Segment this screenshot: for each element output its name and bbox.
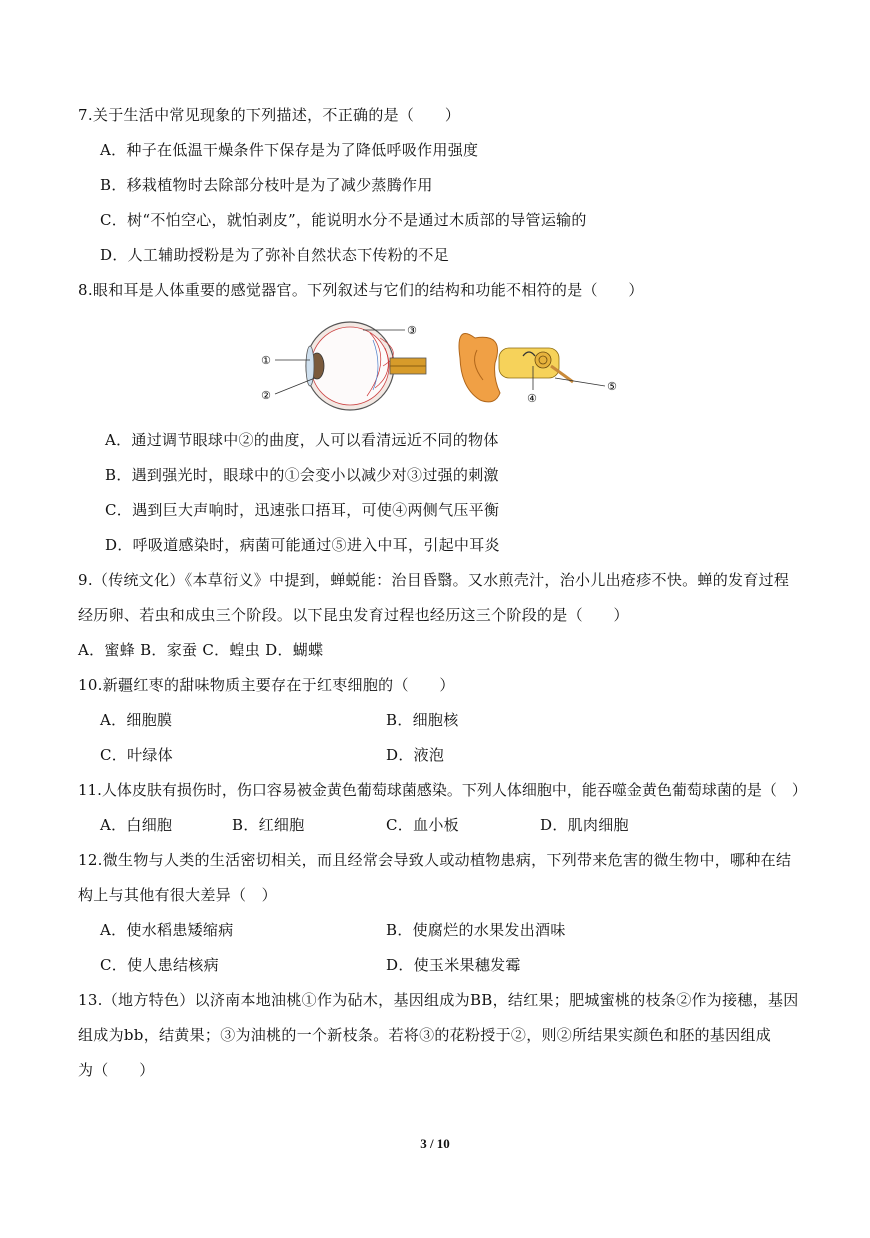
q8-option-b: B．遇到强光时，眼球中的①会变小以减少对③过强的刺激 [105,466,499,484]
q10-option-b: B．细胞核 [386,711,459,729]
q11-option-a: A．白细胞 [100,816,173,834]
q7-stem: 7.关于生活中常见现象的下列描述，不正确的是（ ） [78,106,461,124]
eye-diagram [261,322,426,410]
q13-stem-line2: 组成为bb，结黄果；③为油桃的一个新枝条。若将③的花粉授于②，则②所结果实颜色和胚的基因组成 [78,1026,772,1044]
q11-option-b: B．红细胞 [232,816,305,834]
q9-options: A．蜜蜂 B．家蚕 C．蝗虫 D．蝴蝶 [78,641,324,659]
label-5: ⑤ [607,380,617,393]
eye-ear-diagram [255,318,630,418]
ear-diagram [459,334,617,406]
q11-option-c: C．血小板 [386,816,459,834]
q13-stem-line3: 为（ ） [78,1061,155,1079]
label-4: ④ [527,392,537,405]
q7-option-b: B．移栽植物时去除部分枝叶是为了减少蒸腾作用 [100,176,433,194]
q10-option-d: D．液泡 [386,746,445,764]
label-3: ③ [407,324,417,337]
q12-option-a: A．使水稻患矮缩病 [100,921,234,939]
q8-option-a: A．通过调节眼球中②的曲度，人可以看清远近不同的物体 [105,431,499,449]
q12-option-b: B．使腐烂的水果发出酒味 [386,921,566,939]
q8-option-d: D．呼吸道感染时，病菌可能通过⑤进入中耳，引起中耳炎 [105,536,500,554]
q12-option-c: C．使人患结核病 [100,956,219,974]
label-2: ② [261,389,271,402]
q12-option-d: D．使玉米果穗发霉 [386,956,521,974]
q10-stem: 10.新疆红枣的甜味物质主要存在于红枣细胞的（ ） [78,676,455,694]
q9-stem-line2: 经历卵、若虫和成虫三个阶段。以下昆虫发育过程也经历这三个阶段的是（ ） [78,606,629,624]
q10-option-c: C．叶绿体 [100,746,173,764]
q7-option-a: A．种子在低温干燥条件下保存是为了降低呼吸作用强度 [100,141,479,159]
q13-stem-line1: 13.（地方特色）以济南本地油桃①作为砧木，基因组成为BB，结红果；肥城蜜桃的枝条②作为接穗，基因 [78,991,799,1009]
page-number: 3 / 10 [420,1136,450,1151]
q7-option-c: C．树“不怕空心，就怕剥皮”，能说明水分不是通过木质部的导管运输的 [100,211,587,229]
q8-option-c: C．遇到巨大声响时，迅速张口捂耳，可使④两侧气压平衡 [105,501,500,519]
q10-option-a: A．细胞膜 [100,711,173,729]
label-1: ① [261,354,271,367]
q11-stem: 11.人体皮肤有损伤时，伤口容易被金黄色葡萄球菌感染。下列人体细胞中，能吞噬金黄色葡萄球菌的是（ ） [78,781,807,799]
q12-stem-line2: 构上与其他有很大差异（ ） [78,886,277,904]
q12-stem-line1: 12.微生物与人类的生活密切相关，而且经常会导致人或动植物患病，下列带来危害的微生物中，哪种在结 [78,851,792,869]
q8-stem: 8.眼和耳是人体重要的感觉器官。下列叙述与它们的结构和功能不相符的是（ ） [78,281,644,299]
q9-stem-line1: 9.（传统文化）《本草衍义》中提到，蝉蜕能：治目昏翳。又水煎壳汁，治小儿出疮疹不快。蝉的发育过程 [78,571,790,589]
q7-option-d: D．人工辅助授粉是为了弥补自然状态下传粉的不足 [100,246,449,264]
q11-option-d: D．肌肉细胞 [540,816,629,834]
